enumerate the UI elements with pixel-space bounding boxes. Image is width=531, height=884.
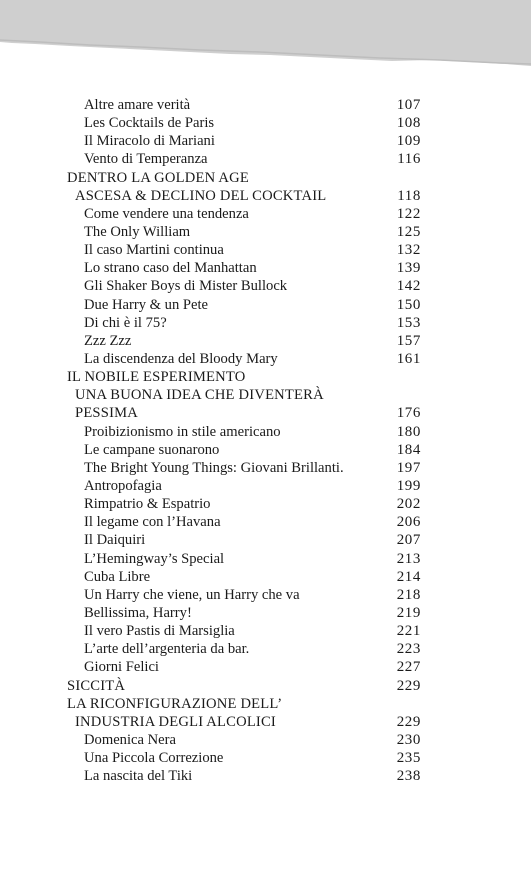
toc-entry-page-number: 238 xyxy=(396,768,421,785)
toc-entry-title: Rimpatrio & Espatrio xyxy=(84,496,211,513)
toc-entry xyxy=(0,187,531,205)
toc-entry xyxy=(0,622,531,640)
toc-entry-page-number: 122 xyxy=(396,205,421,222)
toc-entry-title: Un Harry che viene, un Harry che va xyxy=(84,586,300,603)
toc-entry-title: Come vendere una tendenza xyxy=(84,205,249,222)
toc-entry-title: Una Piccola Correzione xyxy=(84,750,224,767)
toc-entry-title: Il caso Martini continua xyxy=(84,242,224,259)
toc-entry-page-number: 197 xyxy=(396,459,421,476)
toc-entry-page-number: 223 xyxy=(396,641,421,658)
toc-entry xyxy=(0,695,531,713)
toc-entry xyxy=(0,586,531,604)
toc-entry-title: Altre amare verità xyxy=(84,97,191,113)
toc-entry xyxy=(0,386,531,404)
toc-entry-title: L’arte dell’argenteria da bar. xyxy=(84,641,250,658)
toc-entry-title: UNA BUONA IDEA CHE DIVENTERÀ xyxy=(75,387,324,404)
toc-entry xyxy=(0,96,531,114)
toc-entry-title: Bellissima, Harry! xyxy=(84,604,192,621)
toc-entry-title: Domenica Nera xyxy=(84,731,176,748)
toc-entry-title: The Bright Young Things: Giovani Brillanti. xyxy=(84,459,344,476)
toc-entry-page-number: 180 xyxy=(396,423,421,440)
toc-entry xyxy=(0,332,531,350)
toc-entry-title: Antropofagia xyxy=(84,477,162,494)
toc-entry-title: Zzz Zzz xyxy=(84,332,132,349)
toc-entry-page-number: 132 xyxy=(396,242,421,259)
toc-entry-page-number: 107 xyxy=(396,97,421,113)
toc-entry-page-number: 213 xyxy=(396,550,421,567)
toc-entry-page-number: 229 xyxy=(396,677,421,694)
toc-entry-page-number: 202 xyxy=(396,496,421,513)
toc-entry xyxy=(0,731,531,749)
toc-entry-title: Gli Shaker Boys di Mister Bullock xyxy=(84,278,288,295)
toc-entry-title: Les Cocktails de Paris xyxy=(84,115,215,132)
toc-entry-page-number: 109 xyxy=(396,133,421,150)
table-of-contents xyxy=(0,96,531,785)
toc-entry-page-number: 229 xyxy=(396,713,421,730)
toc-entry xyxy=(0,513,531,531)
toc-entry-title: LA RICONFIGURAZIONE DELL’ xyxy=(67,695,283,712)
toc-entry xyxy=(0,531,531,549)
toc-entry-page-number: 118 xyxy=(397,187,421,204)
toc-entry-title: Il legame con l’Havana xyxy=(84,514,221,531)
toc-entry xyxy=(0,640,531,658)
toc-entry-page-number: 207 xyxy=(396,532,421,549)
toc-entry xyxy=(0,277,531,295)
toc-entry-page-number: 230 xyxy=(396,731,421,748)
toc-entry xyxy=(0,368,531,386)
toc-entry-page-number: 218 xyxy=(396,586,421,603)
toc-entry-title: Il Daiquiri xyxy=(84,532,146,549)
toc-entry-title: Di chi è il 75? xyxy=(84,314,167,331)
toc-entry-title: Il vero Pastis di Marsiglia xyxy=(84,623,235,640)
toc-entry-title: The Only William xyxy=(84,223,191,240)
toc-entry xyxy=(0,477,531,495)
toc-entry xyxy=(0,767,531,785)
toc-entry-page-number: 176 xyxy=(396,405,421,422)
brush-stroke-decoration xyxy=(0,0,531,75)
toc-entry-page-number: 153 xyxy=(396,314,421,331)
toc-entry xyxy=(0,114,531,132)
toc-entry-title: Cuba Libre xyxy=(84,568,151,585)
toc-entry xyxy=(0,132,531,150)
toc-entry-page-number: 227 xyxy=(396,659,421,676)
toc-entry xyxy=(0,441,531,459)
toc-entry xyxy=(0,296,531,314)
toc-entry xyxy=(0,423,531,441)
toc-entry-title: La nascita del Tiki xyxy=(84,768,193,785)
toc-entry-title: L’Hemingway’s Special xyxy=(84,550,225,567)
toc-entry xyxy=(0,150,531,168)
toc-entry-page-number: 139 xyxy=(396,260,421,277)
toc-entry-page-number: 235 xyxy=(396,750,421,767)
toc-entry xyxy=(0,169,531,187)
toc-entry xyxy=(0,404,531,422)
toc-entry-page-number: 184 xyxy=(396,441,421,458)
toc-entry xyxy=(0,205,531,223)
toc-entry xyxy=(0,350,531,368)
toc-entry-page-number: 108 xyxy=(396,115,421,132)
toc-entry-page-number: 157 xyxy=(396,332,421,349)
toc-entry-title: Vento di Temperanza xyxy=(84,151,208,168)
toc-entry-title: Le campane suonarono xyxy=(84,441,220,458)
toc-entry-title: Il Miracolo di Mariani xyxy=(84,133,215,150)
toc-entry-page-number: 199 xyxy=(396,477,421,494)
toc-entry xyxy=(0,314,531,332)
toc-entry-page-number: 219 xyxy=(396,604,421,621)
toc-entry-title: IL NOBILE ESPERIMENTO xyxy=(67,369,246,386)
toc-entry-title: Giorni Felici xyxy=(84,659,159,676)
toc-entry xyxy=(0,658,531,676)
toc-entry xyxy=(0,459,531,477)
toc-entry-title: Lo strano caso del Manhattan xyxy=(84,260,257,277)
toc-entry xyxy=(0,550,531,568)
toc-entry xyxy=(0,495,531,513)
toc-entry xyxy=(0,241,531,259)
toc-entry xyxy=(0,223,531,241)
toc-entry-title: PESSIMA xyxy=(75,405,139,422)
toc-entry-page-number: 150 xyxy=(396,296,421,313)
toc-entry xyxy=(0,259,531,277)
toc-entry xyxy=(0,677,531,695)
toc-entry-page-number: 142 xyxy=(396,278,421,295)
toc-entry-page-number: 206 xyxy=(396,514,421,531)
toc-entry xyxy=(0,604,531,622)
toc-entry-title: DENTRO LA GOLDEN AGE xyxy=(67,169,249,186)
toc-entry xyxy=(0,713,531,731)
toc-entry-page-number: 161 xyxy=(396,350,421,367)
toc-entry-title: Due Harry & un Pete xyxy=(84,296,209,313)
toc-entry-page-number: 221 xyxy=(396,623,421,640)
toc-entry-title: ASCESA & DECLINO DEL COCKTAIL xyxy=(75,187,327,204)
toc-entry-title: La discendenza del Bloody Mary xyxy=(84,350,278,367)
toc-entry xyxy=(0,749,531,767)
toc-entry-title: Proibizionismo in stile americano xyxy=(84,423,281,440)
toc-entry-page-number: 214 xyxy=(396,568,421,585)
toc-entry-title: INDUSTRIA DEGLI ALCOLICI xyxy=(75,713,276,730)
toc-entry-page-number: 125 xyxy=(396,223,421,240)
toc-entry-page-number: 116 xyxy=(397,151,421,168)
toc-entry xyxy=(0,568,531,586)
toc-entry-title: SICCITÀ xyxy=(67,677,126,694)
